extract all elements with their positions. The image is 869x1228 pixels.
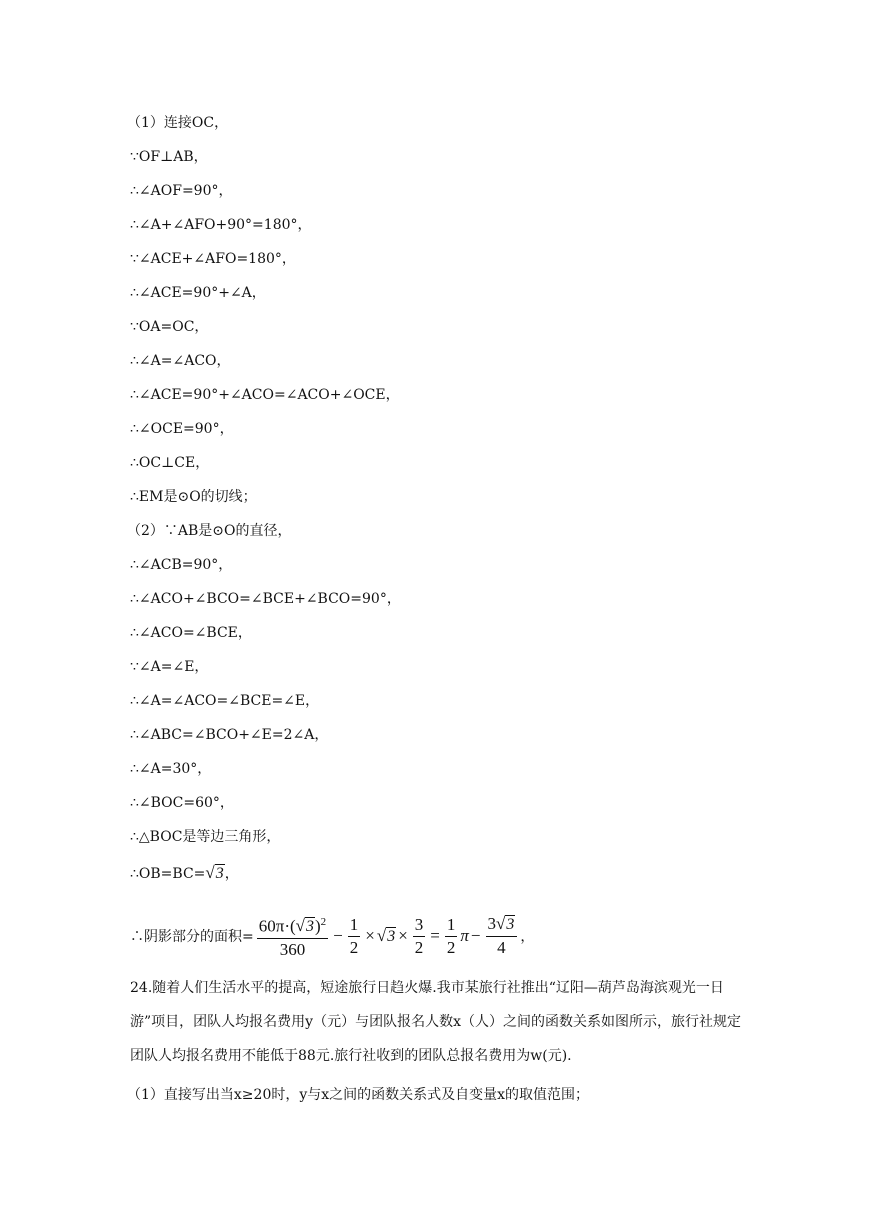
solution-line: （1）连接OC， — [127, 115, 229, 131]
solution-line: ∴∠ACO=∠BCE， — [130, 625, 252, 641]
solution-line: ∴∠BOC=60°， — [130, 795, 234, 811]
ob-prefix: ∴OB=BC= — [130, 866, 206, 882]
solution-line: ∴OC⊥CE， — [130, 455, 210, 471]
sector-fraction — [257, 912, 328, 961]
pi-symbol: π — [460, 926, 469, 945]
area-formula — [130, 910, 534, 962]
question-24-part-1: （1）直接写出当x≥20时，y与x之间的函数关系式及自变量x的取值范围； — [127, 1087, 590, 1103]
half-fraction: $\frac{1}{2}$ — [349, 914, 359, 957]
solution-line: ∴∠A=∠ACO， — [130, 353, 231, 369]
area-suffix: ， — [520, 929, 535, 945]
sqrt-3: √3 — [376, 926, 396, 945]
area-prefix: ∴阴影部分的面积= — [130, 929, 254, 945]
ob-suffix: ， — [224, 866, 239, 882]
minus-sign: − — [470, 926, 481, 945]
sector-numerator: $60\pi\cdot(√3)^2$ — [257, 912, 328, 940]
solution-line: ∴∠AOF=90°， — [130, 183, 233, 199]
ob-bc-line — [130, 864, 239, 884]
solution-line: ∴∠A=30°， — [130, 761, 212, 777]
solution-line: ∴∠ACB=90°， — [130, 557, 233, 573]
solution-line: ∵∠A=∠E， — [130, 659, 209, 675]
sqrt-3: √3 — [205, 863, 224, 882]
solution-line: ∴∠ACE=90°+∠A， — [130, 285, 266, 301]
minus-sign: − — [333, 926, 343, 945]
equals-sign: = — [430, 926, 440, 945]
solution-line: ∴∠A=∠ACO=∠BCE=∠E， — [130, 693, 320, 709]
sector-denominator: 360 — [279, 940, 306, 960]
question-24-text: 24.随着人们生活水平的提高，短途旅行日趋火爆.我市某旅行社推出“辽阳—葫芦岛海滨观光一日游”项目，团队人均报名费用y（元）与团队报名人数x（人）之间的函数关系如图所示，旅行社规定团队人均报名费用不能低于88元.旅行社收到的团队总报名费用为w(元). — [130, 980, 741, 1064]
solution-line: ∴△BOC是等边三角形， — [130, 829, 281, 845]
solution-line: （2）∵AB是⊙O的直径， — [127, 523, 292, 539]
times-sign: × — [365, 926, 375, 945]
solution-line: ∴∠ACO+∠BCO=∠BCE+∠BCO=90°， — [130, 591, 401, 607]
triangle-area-fraction: $\frac{3√3}{4}$ — [486, 914, 518, 958]
three-half-fraction: $\frac{3}{2}$ — [414, 914, 424, 957]
solution-line: ∵OA=OC， — [130, 319, 209, 335]
times-sign: × — [398, 926, 408, 945]
solution-line: ∴EM是⊙O的切线； — [130, 489, 257, 505]
solution-line: ∴∠A+∠AFO+90°=180°， — [130, 217, 312, 233]
solution-line: ∴∠ABC=∠BCO+∠E=2∠A， — [130, 727, 329, 743]
solution-line: ∴∠ACE=90°+∠ACO=∠ACO+∠OCE， — [130, 387, 400, 403]
solution-line: ∴∠OCE=90°， — [130, 421, 234, 437]
pi-coefficient-fraction: $\frac{1}{2}$ — [446, 914, 456, 957]
solution-line: ∵∠ACE+∠AFO=180°， — [130, 251, 296, 267]
solution-line: ∵OF⊥AB， — [130, 149, 208, 165]
